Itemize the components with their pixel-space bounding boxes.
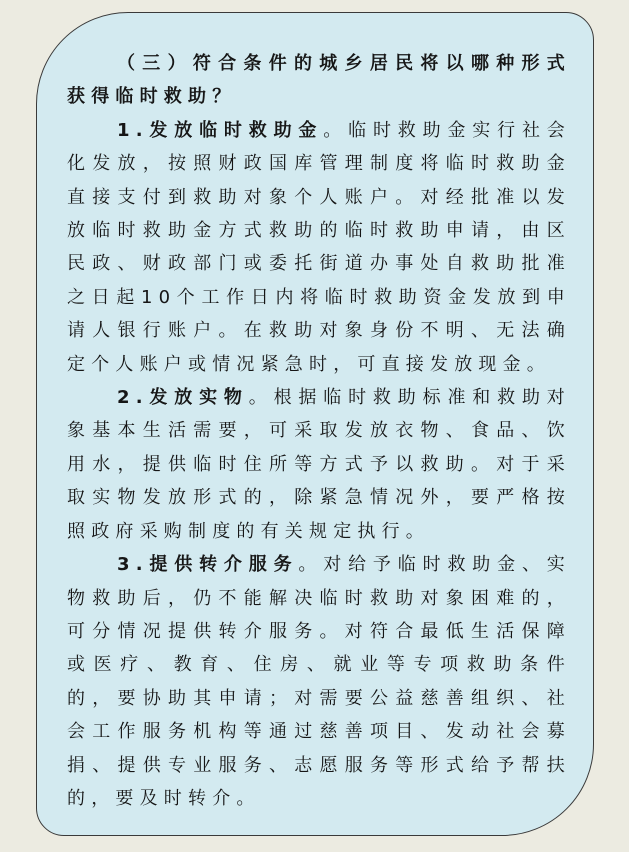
item-text: 。根据临时救助标准和救助对象基本生活需要，可采取发放衣物、食品、饮用水，提供临时住所等方式予以救助。对于采取实物发放形式的，除紧急情况外，要严格按照政府采购制度的有关规定执行。 bbox=[67, 387, 571, 542]
item-title: 3.提供转介服务 bbox=[117, 554, 299, 576]
item-text: 。临时救助金实行社会化发放，按照财政国库管理制度将临时救助金直接支付到救助对象个人账户。对经批准以发放临时救助金方式救助的临时救助申请，由区民政、财政部门或委托街道办事处自救助批准之日起10个工作日内将临时救助资金发放到申请人银行账户。在救助对象身份不明、无法确定个人账户或情况紧急时，可直接发放现金。 bbox=[67, 119, 571, 375]
content-card bbox=[36, 12, 594, 836]
item-text: 。对给予临时救助金、实物救助后，仍不能解决临时救助对象困难的，可分情况提供转介服务。对符合最低生活保障或医疗、教育、住房、就业等专项救助条件的，要协助其申请；对需要公益慈善组织、社会工作服务机构等通过慈善项目、发动社会募捐、提供专业服务、志愿服务等形式给予帮扶的，要及时转介。 bbox=[67, 554, 571, 809]
section-heading: （三）符合条件的城乡居民将以哪种形式获得临时救助？ bbox=[67, 53, 571, 108]
item-title: 2.发放实物 bbox=[117, 387, 249, 409]
item-paragraph bbox=[67, 548, 571, 815]
item-paragraph bbox=[67, 114, 571, 381]
item-paragraph bbox=[67, 381, 571, 548]
item-title: 1.发放临时救助金 bbox=[117, 119, 324, 141]
